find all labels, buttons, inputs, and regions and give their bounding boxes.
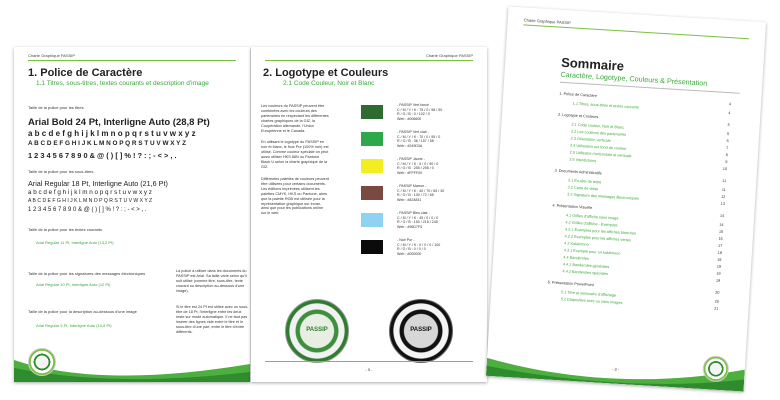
paragraph-3: Différentes palettes de couleurs peuvent être utilisées pour certains documents. Les éditions imprimées utilisent les palettes CMYK, HKS ou Pantone, alors que la palette RGB est utilisée pour la représentation graphique sur écran, ainsi que pour les publications online sur le web.	[261, 177, 329, 216]
toc-entry[interactable]: 5.1 Titre et sommaire d'affichage	[561, 290, 617, 298]
toc-page-number: 7	[726, 146, 729, 151]
reg-alpha: a b c d e f g h i j k l m n o p q r s t u v w x y z	[28, 189, 152, 196]
toc-entry[interactable]: 3. Documents Administratifs	[554, 168, 602, 176]
toc-page-number: 12	[720, 194, 726, 200]
toc-entry[interactable]: 1.1 Titres, sous-titres et textes courants	[572, 101, 639, 110]
swatch-web: Web : #006600	[397, 116, 422, 121]
page-number: - 4 -	[128, 367, 136, 372]
color-swatch	[361, 132, 383, 146]
toc-entry[interactable]: 2.1 Code couleur, Noir et Blanc	[571, 122, 625, 130]
toc-page-number: 11	[722, 178, 727, 184]
swatch-web: Web : #249D3A	[397, 143, 423, 148]
page-logotype-couleurs	[251, 47, 487, 382]
toc-page-number: 14	[719, 213, 725, 219]
sign-font: Arial Regular 10 Pt, Interligne Auto (12 Pt)	[36, 282, 111, 287]
toc-entry[interactable]: 4.4.2 Banderoles spéciales	[562, 269, 609, 277]
toc-page-number: 16	[718, 236, 723, 241]
swatch-cmyk: C / M / Y / K : 70 / 0 / 95 / 0	[397, 134, 441, 139]
toc-title: Sommaire	[560, 54, 625, 74]
toc-page-number: 19	[716, 264, 722, 269]
swatch-rgb: R / G / B : 150 / 215 / 245	[397, 220, 438, 225]
column-text-2: Si le titre est 24 Pt est utilisé avec un sous-titre de 18 Pt, l'interligne entre les deux reste sur mode automatique. Il ne faut pas insérer des lignes vide entre le titre et le sous-titre d'une part, entre le titre d'entre différents.	[176, 305, 249, 334]
color-swatch	[361, 105, 383, 119]
swatch-rgb: R / G / B : 0 / 102 / 0	[397, 112, 430, 117]
swatch-name: - PASSIP Vert clair -	[397, 130, 430, 134]
header-rule	[28, 60, 236, 61]
toc-page-number: 11	[721, 187, 726, 193]
toc-entry[interactable]: 4.2 Grilles d'affiche - Exemples	[565, 220, 618, 228]
swatch-web: Web : #96D7F5	[397, 224, 423, 229]
page-subtitle: 1.1 Titres, sous-titres, textes courants et description d'image	[36, 80, 209, 87]
toc-page-number: 20	[714, 299, 720, 304]
toc-page-number: 6	[726, 139, 729, 144]
swatch-name: - PASSIP Marron -	[397, 184, 427, 188]
swatch-cmyk: C / M / Y / K : 40 / 70 / 65 / 30	[397, 188, 445, 193]
toc-page-number: 18	[717, 250, 723, 255]
swatch-name: - PASSIP Jaune -	[397, 157, 425, 161]
column-text-1: La police à utiliser dans les documents du PASSIP est Arial. Sa taille varie selon qu'il soit utilisé (comme titre, sous-titre, texte courant ou description au-dessous d'une image).	[176, 269, 247, 293]
label-subtitles: Taille de la police pour les sous-titres	[28, 169, 94, 174]
color-swatch	[361, 159, 383, 173]
color-swatch	[361, 186, 383, 200]
toc-entry[interactable]: 4.3 Kakémono	[564, 241, 589, 247]
swatch-label	[397, 184, 444, 202]
page-header: Charte Graphique PASSIP	[523, 17, 571, 26]
label-caption: Taille de la police pour la description au-dessous d'une image	[28, 309, 137, 314]
logo-text: PASSIP	[306, 327, 328, 333]
toc-page-number: 8	[725, 153, 728, 158]
toc-entry[interactable]: 2.3 Orientation verticale	[570, 136, 611, 143]
arial-bold-sample: Arial Bold 24 Pt, Interligne Auto (28,8 Pt)	[28, 117, 210, 128]
toc-entry[interactable]: 4.4.1 Banderoles générales	[562, 262, 610, 270]
page-subtitle: 2.1 Code Couleur, Noir et Blanc	[283, 80, 375, 87]
page-title: 2. Logotype et Couleurs	[263, 67, 389, 79]
swatch-rgb: R / G / B : 0 / 0 / 0	[397, 247, 426, 252]
body-font: Arial Regular 11 Pt, Interligne Auto (13,2 Pt)	[36, 240, 114, 245]
toc-entry[interactable]: 3.1 En-tête de lettre	[567, 178, 602, 185]
toc-entry[interactable]: 4.2.1 Exemples pour les affiches blanches	[564, 227, 637, 236]
toc-entry[interactable]: 2.5 Utilisation horizontale et verticale	[569, 150, 632, 159]
logo-text-bw: PASSIP	[410, 327, 432, 333]
header-rule	[523, 24, 749, 39]
toc-entry[interactable]: 2.2 Les couleurs des partenaires	[570, 129, 627, 137]
page-header: Charte Graphique PASSIP	[28, 53, 76, 58]
toc-entry[interactable]: 4.4 Banderoles	[563, 255, 589, 261]
swatch-cmyk: C / M / Y / K : 5 / 0 / 90 / 0	[397, 161, 439, 166]
toc-page-number: 17	[717, 243, 723, 248]
swatch-label	[397, 238, 440, 256]
toc-entry[interactable]: 4. Présentation Visuelle	[552, 203, 593, 210]
toc-entry[interactable]: 4.3.1 Exemple pour un kakémono	[563, 248, 621, 256]
reg-digits: 1 2 3 4 5 6 7 8 9 0 & @ ( ) [ ] % ! ? : ; - < > , .	[28, 207, 147, 213]
arial-regular-sample: Arial Regular 18 Pt, Interligne Auto (21,6 Pt)	[28, 179, 168, 188]
toc-entry[interactable]: 2.4 Utilisation sur fond de couleur	[570, 143, 627, 151]
bold-upper: A B C D E F G H I J K L M N O P Q R S T U V W X Y Z	[28, 140, 187, 147]
toc-entry[interactable]: 5.2 Diapositive avec ou sans images	[560, 297, 623, 305]
toc-page-number: 21	[714, 306, 719, 311]
bold-alpha: a b c d e f g h i j k l m n o p q r s t u v w x y z	[28, 129, 196, 138]
passip-logo-black-white	[389, 299, 453, 363]
toc-entry[interactable]: 2.6 Interdictions	[569, 157, 597, 164]
page-number: - 3 -	[611, 366, 620, 372]
paragraph-1: Les couleurs du PASSIP peuvent être combinées avec les couleurs des partenaires en respectant les différentes chartes graphiques de la GIZ, la Coopération allemande, l'Union Européenne et le Canada.	[261, 104, 329, 133]
swatch-name: - PASSIP Bleu clair -	[397, 211, 430, 215]
swatch-web: Web : #000000	[397, 251, 422, 256]
label-titles: Taille de la police pour les titres	[28, 105, 84, 110]
toc-entry[interactable]: 3.3 Signature des messages électroniques	[567, 192, 639, 201]
page-header: Charte Graphique PASSIP	[425, 53, 473, 58]
toc-entry[interactable]: 2. Logotype et Couleurs	[557, 112, 599, 120]
bold-digits: 1 2 3 4 5 6 7 8 9 0 & @ ( ) [ ] % ! ? : ; - < > , .	[28, 151, 177, 160]
toc-page-number: 4	[728, 102, 732, 107]
swatch-name: - PASSIP Vert foncé -	[397, 103, 432, 107]
passip-logo-color	[285, 299, 349, 363]
swatch-web: Web : #FFFF00	[397, 170, 423, 175]
swatch-cmyk: C / M / Y / K : 75 / 0 / 98 / 50	[397, 107, 443, 112]
page-number: - 5 -	[365, 367, 373, 372]
toc-page-number: 15	[718, 229, 724, 234]
swatch-rgb: R / G / B : 36 / 157 / 58	[397, 139, 434, 144]
toc-entry[interactable]: 1. Police de Caractère	[559, 91, 597, 99]
swatch-rgb: R / G / B : 255 / 255 / 0	[397, 166, 434, 171]
swatch-cmyk: C / M / Y / K : 0 / 0 / 0 / 100	[397, 242, 441, 247]
toc-page-number: 19	[715, 278, 721, 283]
swatch-label	[397, 211, 438, 229]
toc-page-number: 4	[728, 111, 731, 116]
header-rule	[265, 60, 473, 61]
toc-entry[interactable]: 4.2.2 Exemples pour les affiches vertes	[564, 234, 631, 243]
swatch-name: - Noir Pur -	[397, 238, 415, 242]
label-sign: Taille de la police pour les signatures des messages électroniques	[28, 271, 146, 276]
swatch-rgb: R / G / B : 130 / 72 / 65	[397, 193, 434, 198]
toc-subtitle: Caractère, Logotype, Couleurs & Présentation	[560, 69, 708, 88]
swatch-label	[397, 103, 442, 121]
swatch-label	[397, 130, 440, 148]
caption-font: Arial Regular 9 Pt, Interligne Auto (10,8 Pt)	[36, 323, 112, 328]
page-police-caractere	[14, 47, 250, 382]
page-title: 1. Police de Caractère	[28, 67, 143, 79]
toc-page-number: 18	[717, 257, 722, 262]
page-sommaire	[486, 6, 766, 391]
color-swatch	[361, 240, 383, 254]
color-swatch	[361, 213, 383, 227]
toc-entry[interactable]: 3.2 Carte de visite	[567, 185, 599, 192]
paragraph-2: En utilisant le logotype du PASSIP en noir et blanc, le Noir Pur (100% noir) est utilisé. Comme couleur spéciale on peut aussi utiliser HKS 88N ou Pantone Black U selon la charte graphique de la GIZ.	[261, 140, 329, 169]
toc-page-number: 5	[726, 132, 730, 137]
footer-rule	[265, 361, 473, 362]
toc-entry[interactable]: 4.1 Grilles d'affiche sans image	[565, 213, 619, 221]
toc-page-number: 9	[725, 159, 728, 165]
toc-entry[interactable]: 5. Présentation PowerPoint	[547, 280, 594, 288]
reg-upper: A B C D E F G H I J K L M N O P Q R S T U V W X Y Z	[28, 198, 153, 204]
swatch-cmyk: C / M / Y / K : 45 / 0 / 0 / 0	[397, 215, 439, 220]
swatch-web: Web : #824841	[397, 197, 422, 202]
label-body: Taille de la police pour les textes courants	[28, 227, 103, 232]
toc-page-number: 20	[715, 290, 720, 295]
toc-page-number: 13	[720, 201, 725, 207]
toc-page-number: 10	[722, 166, 728, 172]
toc-page-number: 5	[727, 123, 730, 128]
swatch-label	[397, 157, 438, 175]
toc-page-number: 19	[716, 271, 721, 276]
toc-page-number: 14	[719, 222, 724, 228]
